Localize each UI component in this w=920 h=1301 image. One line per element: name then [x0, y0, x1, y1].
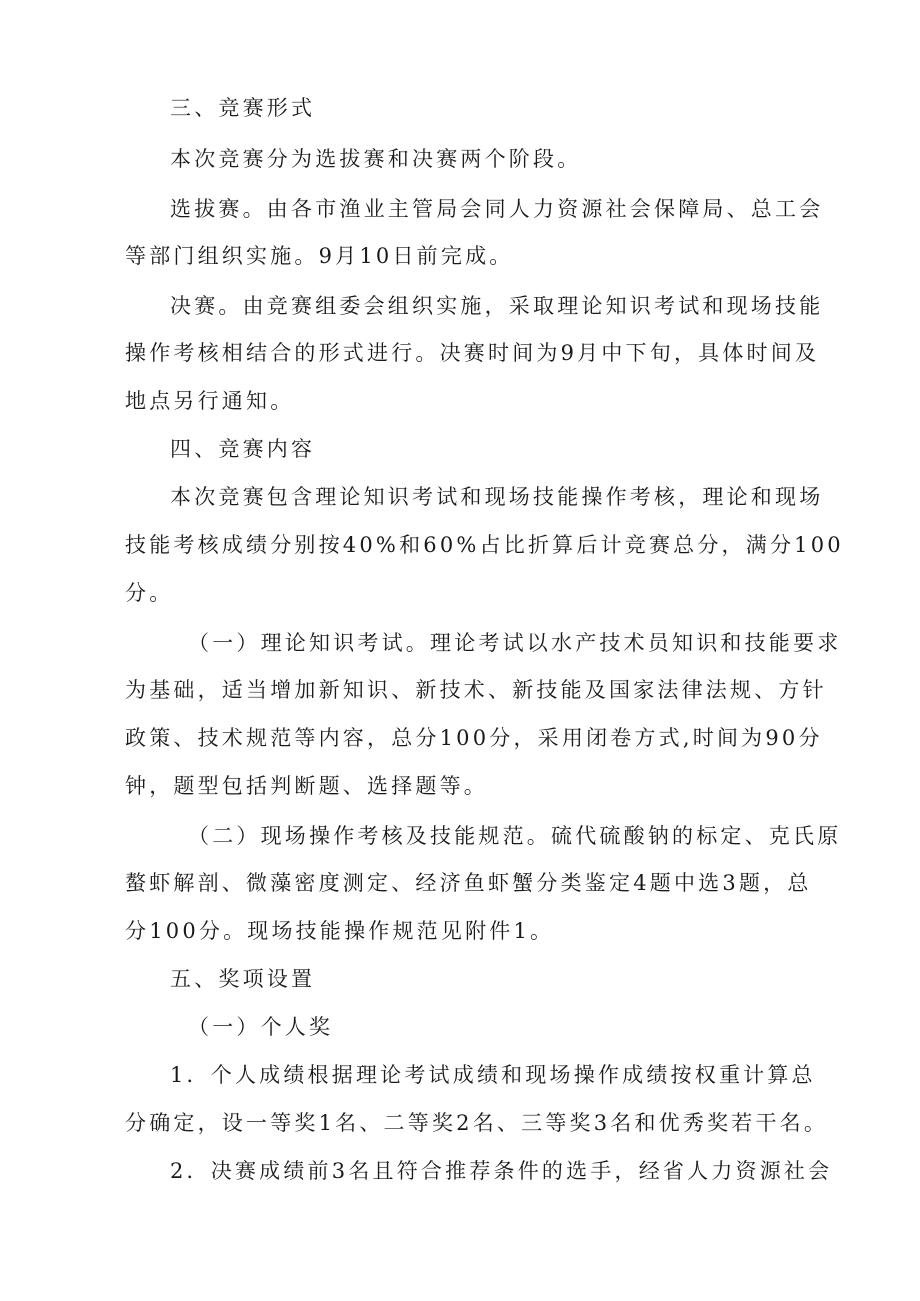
list-item-1: 1．个人成绩根据理论考试成绩和现场操作成绩按权重计算总	[170, 1063, 816, 1087]
paragraph-line: 分。	[125, 581, 174, 605]
heading-competition-format: 三、竞赛形式	[170, 96, 316, 120]
paragraph-line: 地点另行通知。	[125, 389, 295, 413]
list-item-2: 2．决赛成绩前3名且符合推荐条件的选手，经省人力资源社会	[170, 1159, 833, 1183]
paragraph-line: 螯虾解剖、微藻密度测定、经济鱼虾蟹分类鉴定4题中选3题，总	[125, 871, 812, 895]
paragraph-line: 分100分。现场技能操作规范见附件1。	[125, 919, 555, 943]
paragraph-line: 本次竞赛包含理论知识考试和现场技能操作考核，理论和现场	[170, 485, 824, 509]
paragraph-line: 技能考核成绩分别按40%和60%占比折算后计竞赛总分，满分100	[125, 533, 844, 557]
heading-competition-content: 四、竞赛内容	[170, 437, 316, 461]
paragraph-line: 本次竞赛分为选拔赛和决赛两个阶段。	[170, 147, 582, 171]
paragraph-line: 钟，题型包括判断题、选择题等。	[125, 774, 488, 798]
paragraph-line: 决赛。由竞赛组委会组织实施，采取理论知识考试和现场技能	[170, 294, 824, 318]
heading-awards: 五、奖项设置	[170, 967, 316, 991]
paragraph-line: 选拔赛。由各市渔业主管局会同人力资源社会保障局、总工会	[170, 197, 824, 221]
paragraph-line: 为基础，适当增加新知识、新技术、新技能及国家法律法规、方针	[125, 678, 827, 702]
subheading-field-operation: （二）现场操作考核及技能规范。硫代硫酸钠的标定、克氏原	[188, 824, 842, 848]
subheading-theory-exam: （一）理论知识考试。理论考试以水产技术员知识和技能要求	[188, 631, 842, 655]
paragraph-line: 等部门组织实施。9月10日前完成。	[125, 244, 514, 268]
paragraph-line: 分确定，设一等奖1名、二等奖2名、三等奖3名和优秀奖若干名。	[125, 1111, 829, 1135]
subheading-individual-award: （一）个人奖	[188, 1015, 334, 1039]
paragraph-line: 操作考核相结合的形式进行。决赛时间为9月中下旬，具体时间及	[125, 341, 820, 365]
paragraph-line: 政策、技术规范等内容，总分100分，采用闭卷方式,时间为90分	[125, 726, 823, 750]
